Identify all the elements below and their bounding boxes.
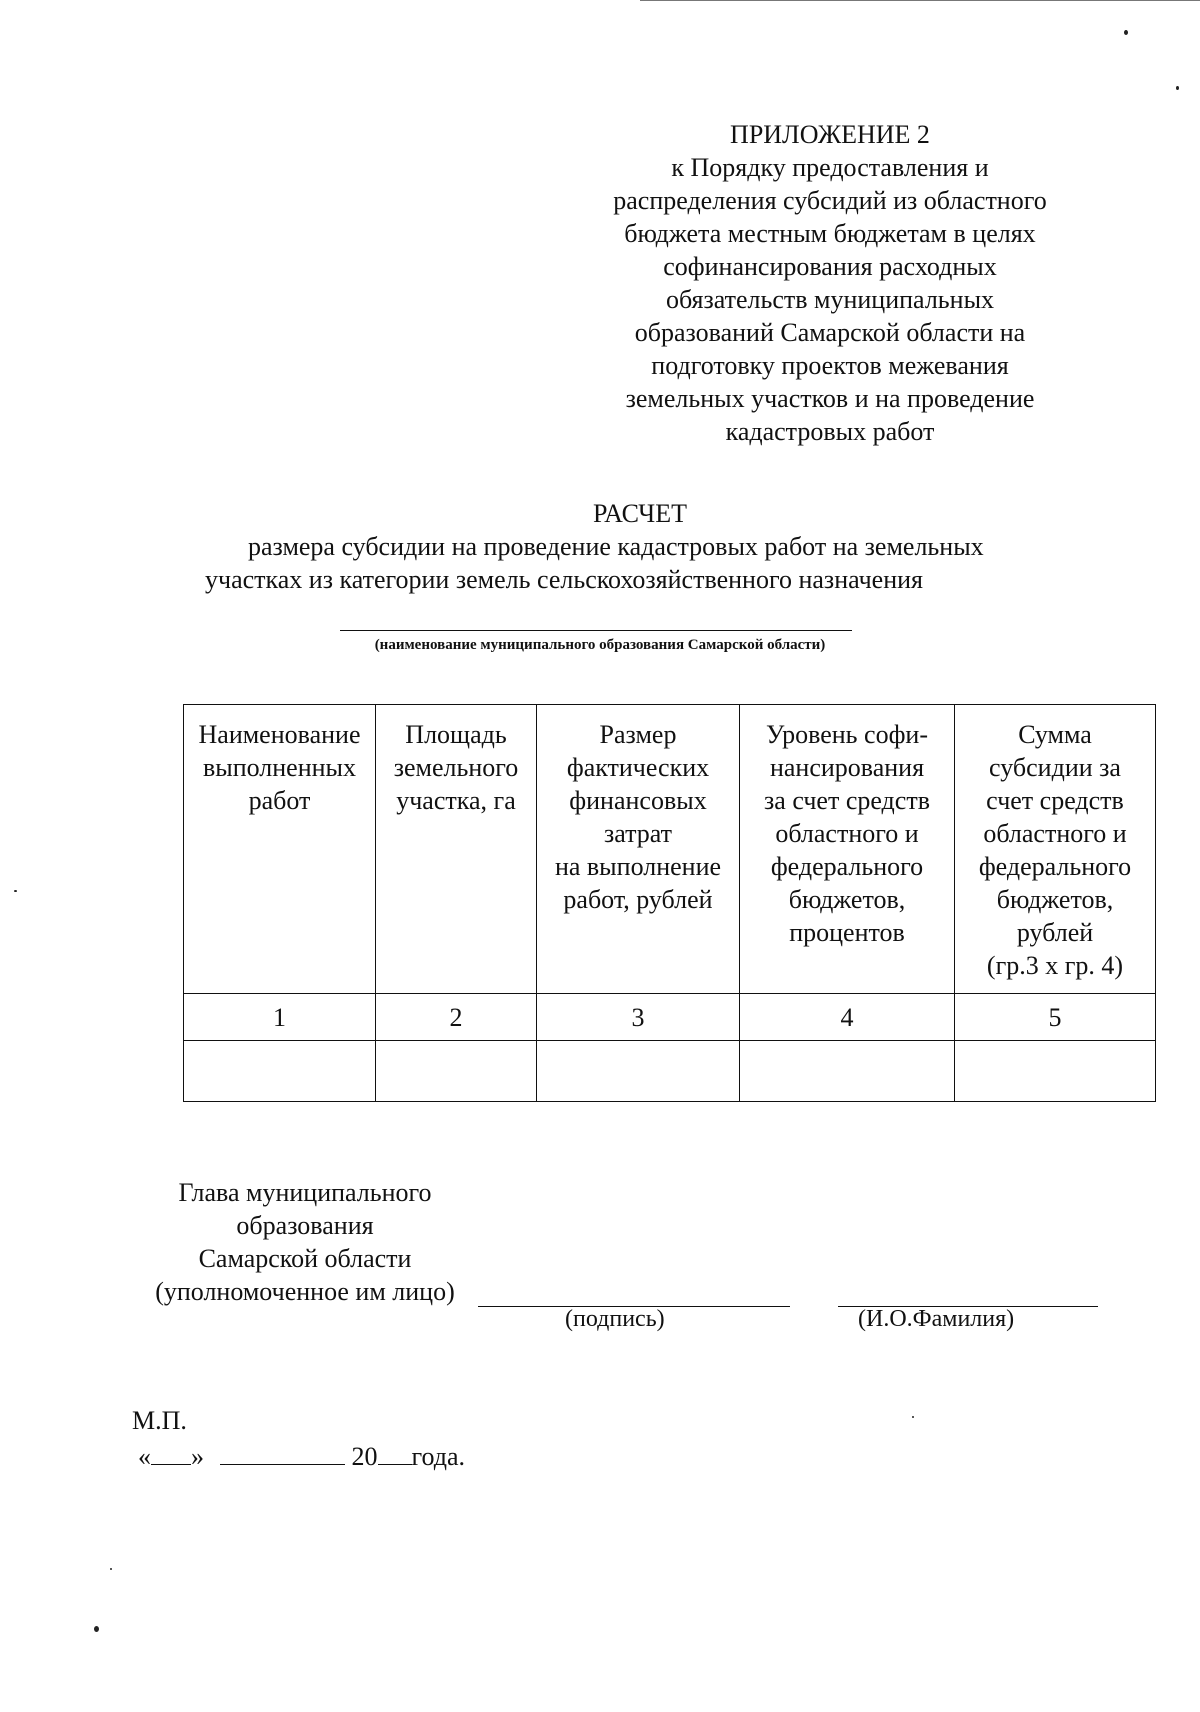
header-line: за счет средств bbox=[764, 786, 930, 815]
municipality-blank-line bbox=[340, 630, 852, 631]
table-header-row bbox=[184, 705, 1156, 994]
appendix-line: земельных участков и на проведение bbox=[625, 384, 1035, 413]
calculation-title: РАСЧЕТ bbox=[593, 499, 687, 528]
appendix-header bbox=[570, 118, 1090, 448]
header-line: бюджетов, bbox=[788, 885, 906, 914]
appendix-line: распределения субсидий из областного bbox=[613, 186, 1047, 215]
scan-top-rule bbox=[640, 0, 1200, 1]
header-line: субсидии за bbox=[989, 753, 1121, 782]
date-close-quote: » bbox=[191, 1442, 204, 1471]
full-name-caption: (И.О.Фамилия) bbox=[858, 1306, 1015, 1332]
header-line: Наименование bbox=[198, 720, 361, 749]
header-line: (гр.3 х гр. 4) bbox=[986, 951, 1124, 980]
scan-speck bbox=[14, 890, 17, 892]
appendix-line: подготовку проектов межевания bbox=[651, 351, 1009, 380]
signatory-position bbox=[140, 1176, 470, 1308]
empty-cell bbox=[537, 1041, 740, 1102]
header-line: процентов bbox=[789, 918, 905, 947]
header-cell-works bbox=[184, 705, 376, 994]
appendix-line: кадастровых работ bbox=[725, 417, 935, 446]
municipality-caption: (наименование муниципального образования Самарской области) bbox=[374, 637, 826, 653]
header-line: фактических bbox=[566, 753, 710, 782]
appendix-line: бюджета местным бюджетам в целях bbox=[624, 219, 1036, 248]
position-line: Глава муниципального bbox=[178, 1178, 432, 1207]
position-line: образования bbox=[236, 1211, 374, 1240]
position-line: Самарской области bbox=[198, 1244, 412, 1273]
scan-speck bbox=[1124, 30, 1128, 35]
scan-speck bbox=[912, 1416, 914, 1418]
header-line: нансирования bbox=[769, 753, 925, 782]
year-prefix: 20 bbox=[351, 1442, 378, 1471]
table-row bbox=[184, 1041, 1156, 1102]
empty-cell bbox=[740, 1041, 955, 1102]
seal-mark: М.П. bbox=[132, 1406, 187, 1435]
position-line: (уполномоченное им лицо) bbox=[155, 1277, 455, 1306]
subtitle-line: размера субсидии на проведение кадастровых работ на земельных bbox=[248, 532, 984, 561]
header-line: Площадь bbox=[405, 720, 507, 749]
column-number: 5 bbox=[955, 994, 1156, 1041]
month-blank bbox=[220, 1440, 345, 1465]
scan-speck bbox=[1176, 86, 1179, 90]
header-line: работ, рублей bbox=[563, 885, 713, 914]
calculation-table bbox=[183, 704, 1156, 1102]
header-line: федерального bbox=[978, 852, 1132, 881]
header-cell-cofinancing-level bbox=[740, 705, 955, 994]
scan-speck bbox=[110, 1568, 112, 1570]
day-blank bbox=[151, 1440, 191, 1465]
header-line: земельного bbox=[393, 753, 519, 782]
subtitle-line: участках из категории земель сельскохозяйственного назначения bbox=[205, 565, 924, 594]
header-line: счет средств bbox=[986, 786, 1124, 815]
empty-cell bbox=[376, 1041, 537, 1102]
appendix-line: образований Самарской области на bbox=[634, 318, 1026, 347]
column-number: 1 bbox=[184, 994, 376, 1041]
header-cell-area bbox=[376, 705, 537, 994]
header-line: выполненных bbox=[202, 753, 357, 782]
header-line: бюджетов, bbox=[996, 885, 1114, 914]
appendix-line: к Порядку предоставления и bbox=[671, 153, 989, 182]
signature-caption: (подпись) bbox=[565, 1306, 665, 1332]
header-line: федерального bbox=[770, 852, 924, 881]
header-line: областного и bbox=[775, 819, 919, 848]
header-line: на выполнение bbox=[554, 852, 722, 881]
column-number: 4 bbox=[740, 994, 955, 1041]
header-cell-subsidy-amount bbox=[955, 705, 1156, 994]
calculation-subtitle bbox=[150, 530, 1110, 596]
empty-cell bbox=[955, 1041, 1156, 1102]
header-line: работ bbox=[248, 786, 311, 815]
date-open-quote: « bbox=[138, 1442, 151, 1471]
column-number-row bbox=[184, 994, 1156, 1041]
header-line: Уровень софи- bbox=[765, 720, 929, 749]
header-line: Сумма bbox=[1018, 720, 1092, 749]
appendix-title: ПРИЛОЖЕНИЕ 2 bbox=[730, 120, 930, 149]
empty-cell bbox=[184, 1041, 376, 1102]
column-number: 3 bbox=[537, 994, 740, 1041]
header-line: областного и bbox=[983, 819, 1127, 848]
date-line bbox=[138, 1440, 465, 1472]
header-line: Размер bbox=[599, 720, 677, 749]
scan-speck bbox=[94, 1626, 99, 1632]
column-number: 2 bbox=[376, 994, 537, 1041]
appendix-line: софинансирования расходных bbox=[663, 252, 997, 281]
header-line: затрат bbox=[603, 819, 673, 848]
header-line: участка, га bbox=[396, 786, 516, 815]
header-line: рублей bbox=[1016, 918, 1094, 947]
header-line: финансовых bbox=[569, 786, 707, 815]
year-suffix: года. bbox=[411, 1442, 466, 1471]
appendix-line: обязательств муниципальных bbox=[665, 285, 995, 314]
header-cell-costs bbox=[537, 705, 740, 994]
year-blank bbox=[378, 1440, 412, 1465]
